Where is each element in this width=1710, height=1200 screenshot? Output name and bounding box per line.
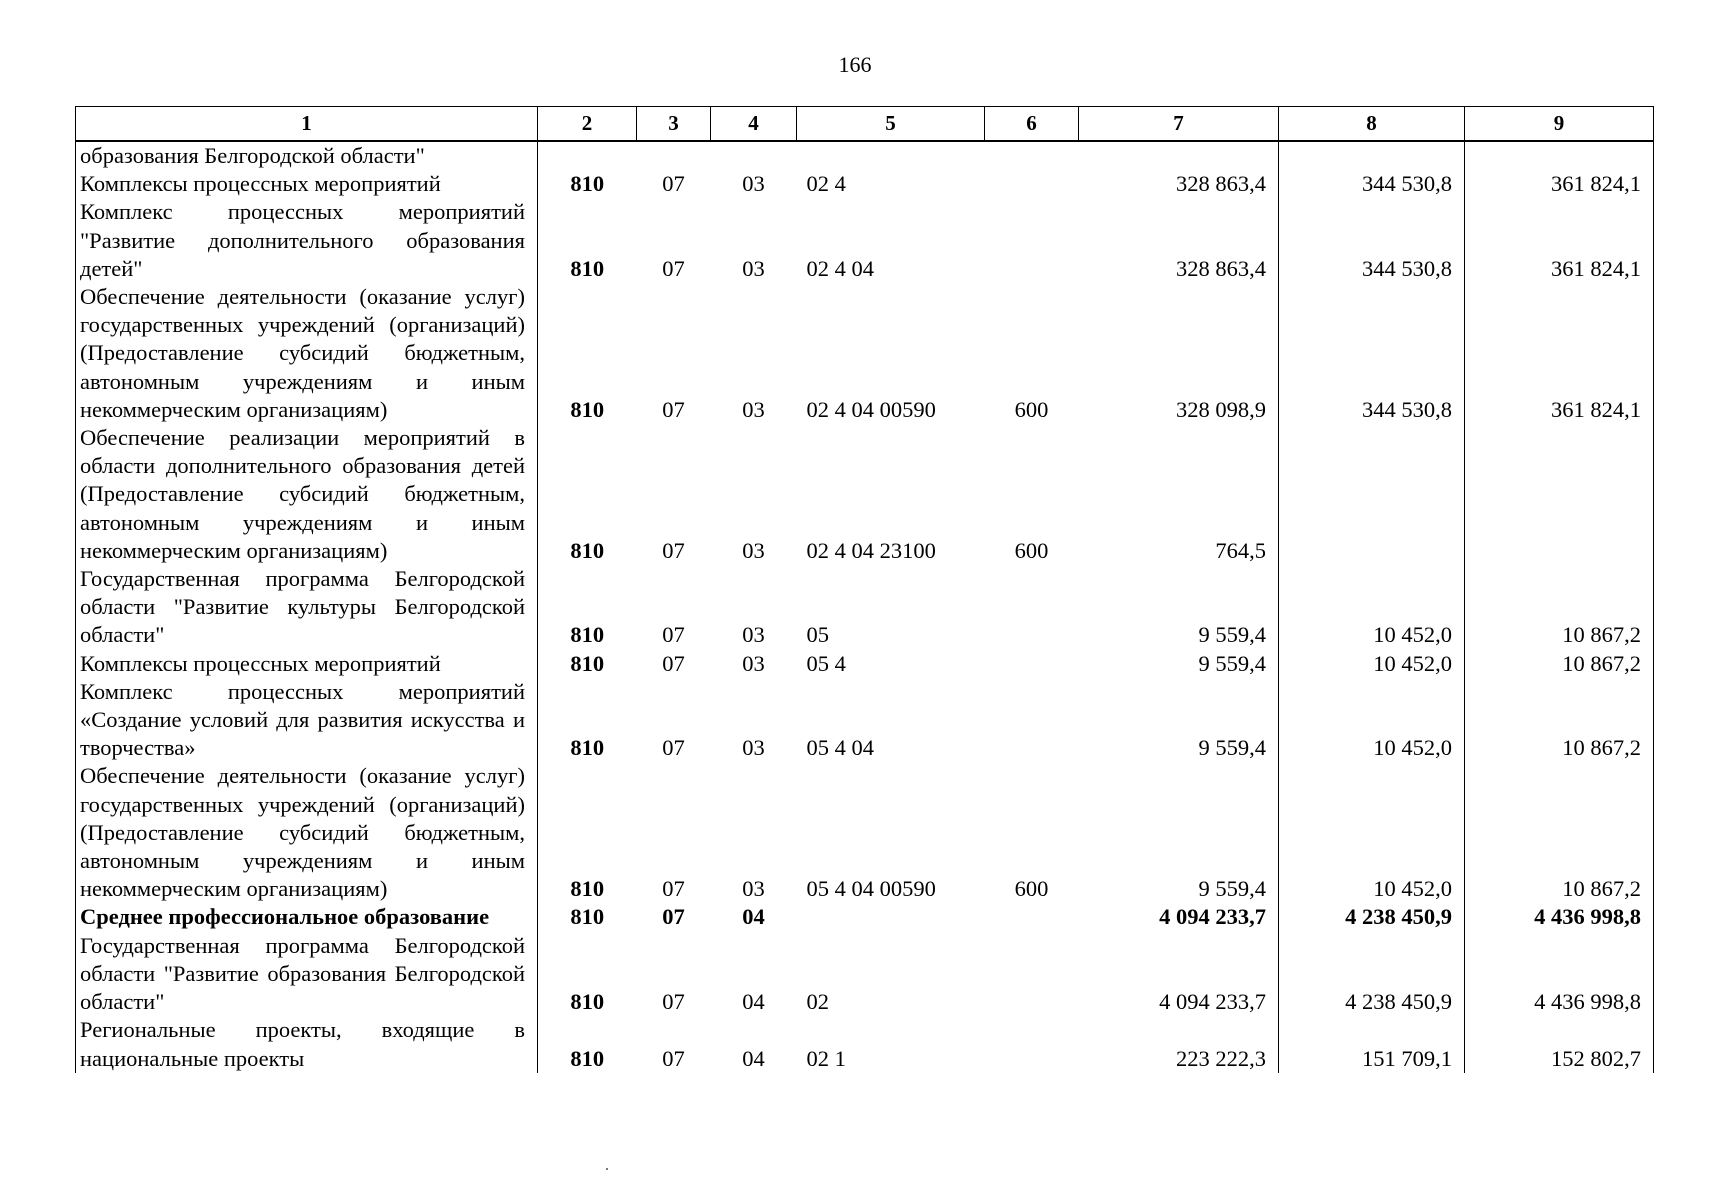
admin-code-cell: 810: [538, 650, 637, 678]
section-cell: [637, 141, 711, 170]
table-header: [76, 107, 1654, 142]
table-row: [76, 283, 1654, 424]
admin-code-cell: 810: [538, 932, 637, 1017]
header-col-3: 3: [637, 107, 711, 142]
section-cell: 07: [662, 989, 685, 1015]
table-row: [76, 424, 1654, 565]
target-article-cell: 02 4 04: [806, 255, 874, 281]
section-cell: 07: [662, 537, 685, 563]
target-article-cell: 05 4: [806, 650, 846, 676]
table-row: [76, 650, 1654, 678]
header-col-9: 9: [1465, 107, 1654, 142]
target-article-cell: [797, 141, 985, 170]
row-name-cell: Обеспечение реализации мероприятий в области дополнительного образования детей (Предоставление субсидий бюджетным, автономным учреждениям и иным некоммерческим организациям): [76, 424, 538, 565]
admin-code-cell: 810: [538, 283, 637, 424]
table-row: [76, 932, 1654, 1017]
subsection-cell: 03: [742, 622, 765, 648]
table-row: [76, 903, 1654, 931]
amount-year1-cell: 328 863,4: [1176, 171, 1266, 197]
row-name-cell: Комплексы процессных мероприятий: [76, 170, 538, 198]
table-row: [76, 198, 1654, 283]
subsection-cell: 04: [742, 989, 765, 1015]
table-row: [76, 1016, 1654, 1072]
amount-year3-cell: 10 867,2: [1465, 650, 1654, 678]
amount-year2-cell: 151 709,1: [1279, 1016, 1465, 1072]
row-name-cell: Комплекс процессных мероприятий «Создание условий для развития искусства и творчества»: [76, 678, 538, 763]
row-name-cell: Комплексы процессных мероприятий: [76, 650, 538, 678]
amount-year3-cell: 10 867,2: [1465, 762, 1654, 903]
target-article-cell: 02 4: [806, 171, 846, 197]
section-cell: 07: [662, 255, 685, 281]
expense-type-cell: [985, 678, 1079, 763]
amount-year1-cell: 328 098,9: [1176, 396, 1266, 422]
amount-year3-cell: 361 824,1: [1465, 170, 1654, 198]
target-article-cell: 05: [806, 622, 829, 648]
table-row: [76, 565, 1654, 650]
subsection-cell: 04: [742, 1045, 765, 1071]
admin-code-cell: 810: [538, 678, 637, 763]
row-name-cell: Среднее профессиональное образование: [76, 903, 538, 931]
row-name-cell: Обеспечение деятельности (оказание услуг) государственных учреждений (организаций) (Предоставление субсидий бюджетным, автономным учреждениям и иным некоммерческим организациям): [76, 283, 538, 424]
admin-code-cell: 810: [538, 565, 637, 650]
row-name-cell: Региональные проекты, входящие в национальные проекты: [76, 1016, 538, 1072]
subsection-cell: 03: [742, 255, 765, 281]
subsection-cell: 03: [742, 396, 765, 422]
admin-code-cell: [538, 141, 637, 170]
subsection-cell: 03: [742, 171, 765, 197]
expense-type-cell: [985, 141, 1079, 170]
expense-type-cell: [985, 565, 1079, 650]
expense-type-cell: [985, 650, 1079, 678]
section-cell: 07: [662, 876, 685, 902]
amount-year1-cell: 223 222,3: [1176, 1045, 1266, 1071]
amount-year1-cell: 9 559,4: [1198, 622, 1266, 648]
section-cell: 07: [662, 650, 685, 676]
admin-code-cell: 810: [538, 903, 637, 931]
amount-year1-cell: 764,5: [1215, 537, 1266, 563]
amount-year2-cell: 344 530,8: [1279, 170, 1465, 198]
amount-year2-cell: 344 530,8: [1279, 198, 1465, 283]
table-row: [76, 141, 1654, 170]
header-col-8: 8: [1279, 107, 1465, 142]
subsection-cell: [711, 141, 797, 170]
expense-type-cell: 600: [1014, 876, 1049, 902]
section-cell: 07: [662, 171, 685, 197]
target-article-cell: 02 4 04 00590: [806, 396, 936, 422]
expense-type-cell: [985, 198, 1079, 283]
amount-year1-cell: [1079, 141, 1279, 170]
scan-speck: [606, 1168, 608, 1170]
amount-year1-cell: 4 094 233,7: [1159, 989, 1266, 1015]
budget-table: [75, 106, 1654, 1073]
amount-year3-cell: 10 867,2: [1465, 565, 1654, 650]
row-name-cell: Комплекс процессных мероприятий "Развитие дополнительного образования детей": [76, 198, 538, 283]
target-article-cell: 02 4 04 23100: [806, 537, 936, 563]
admin-code-cell: 810: [538, 198, 637, 283]
amount-year2-cell: 10 452,0: [1279, 678, 1465, 763]
expense-type-cell: [985, 903, 1079, 931]
table-row: [76, 170, 1654, 198]
section-cell: 07: [662, 1045, 685, 1071]
row-name-cell: Обеспечение деятельности (оказание услуг) государственных учреждений (организаций) (Предоставление субсидий бюджетным, автономным учреждениям и иным некоммерческим организациям): [76, 762, 538, 903]
amount-year2-cell: 344 530,8: [1279, 283, 1465, 424]
amount-year1-cell: 9 559,4: [1198, 876, 1266, 902]
expense-type-cell: [985, 932, 1079, 1017]
admin-code-cell: 810: [538, 762, 637, 903]
amount-year2-cell: 10 452,0: [1279, 762, 1465, 903]
page-number: 166: [838, 52, 872, 77]
target-article-cell: [797, 903, 985, 931]
amount-year3-cell: [1465, 424, 1654, 565]
expense-type-cell: 600: [1014, 396, 1049, 422]
admin-code-cell: 810: [538, 1016, 637, 1072]
expense-type-cell: 600: [1014, 537, 1049, 563]
header-col-4: 4: [711, 107, 797, 142]
row-name-cell: образования Белгородской области": [76, 141, 538, 170]
amount-year1-cell: 9 559,4: [1198, 735, 1266, 761]
header-col-1: 1: [76, 107, 538, 142]
amount-year2-cell: [1279, 424, 1465, 565]
admin-code-cell: 810: [538, 170, 637, 198]
subsection-cell: 03: [742, 537, 765, 563]
amount-year3-cell: 361 824,1: [1465, 198, 1654, 283]
amount-year1-cell: 4 094 233,7: [1159, 904, 1266, 930]
header-col-6: 6: [985, 107, 1079, 142]
table-body: [76, 141, 1654, 1073]
target-article-cell: 02: [806, 989, 829, 1015]
amount-year2-cell: 4 238 450,9: [1279, 932, 1465, 1017]
amount-year3-cell: [1465, 141, 1654, 170]
section-cell: 07: [662, 904, 685, 930]
subsection-cell: 03: [742, 735, 765, 761]
amount-year2-cell: 4 238 450,9: [1279, 903, 1465, 931]
subsection-cell: 03: [742, 650, 765, 676]
amount-year3-cell: 10 867,2: [1465, 678, 1654, 763]
header-col-5: 5: [797, 107, 985, 142]
table-row: [76, 678, 1654, 763]
amount-year3-cell: 4 436 998,8: [1465, 932, 1654, 1017]
table-row: [76, 762, 1654, 903]
section-cell: 07: [662, 396, 685, 422]
amount-year3-cell: 4 436 998,8: [1465, 903, 1654, 931]
target-article-cell: 05 4 04 00590: [806, 876, 936, 902]
amount-year1-cell: 9 559,4: [1198, 650, 1266, 676]
header-col-2: 2: [538, 107, 637, 142]
header-row: [76, 107, 1654, 142]
amount-year2-cell: [1279, 141, 1465, 170]
subsection-cell: 04: [742, 904, 765, 930]
row-name-cell: Государственная программа Белгородской области "Развитие культуры Белгородской области": [76, 565, 538, 650]
amount-year3-cell: 152 802,7: [1465, 1016, 1654, 1072]
subsection-cell: 03: [742, 876, 765, 902]
expense-type-cell: [985, 170, 1079, 198]
amount-year1-cell: 328 863,4: [1176, 255, 1266, 281]
target-article-cell: 05 4 04: [806, 735, 874, 761]
row-name-cell: Государственная программа Белгородской области "Развитие образования Белгородской области": [76, 932, 538, 1017]
header-col-7: 7: [1079, 107, 1279, 142]
amount-year3-cell: 361 824,1: [1465, 283, 1654, 424]
admin-code-cell: 810: [538, 424, 637, 565]
section-cell: 07: [662, 622, 685, 648]
target-article-cell: 02 1: [806, 1045, 846, 1071]
amount-year2-cell: 10 452,0: [1279, 565, 1465, 650]
section-cell: 07: [662, 735, 685, 761]
amount-year2-cell: 10 452,0: [1279, 650, 1465, 678]
expense-type-cell: [985, 1016, 1079, 1072]
